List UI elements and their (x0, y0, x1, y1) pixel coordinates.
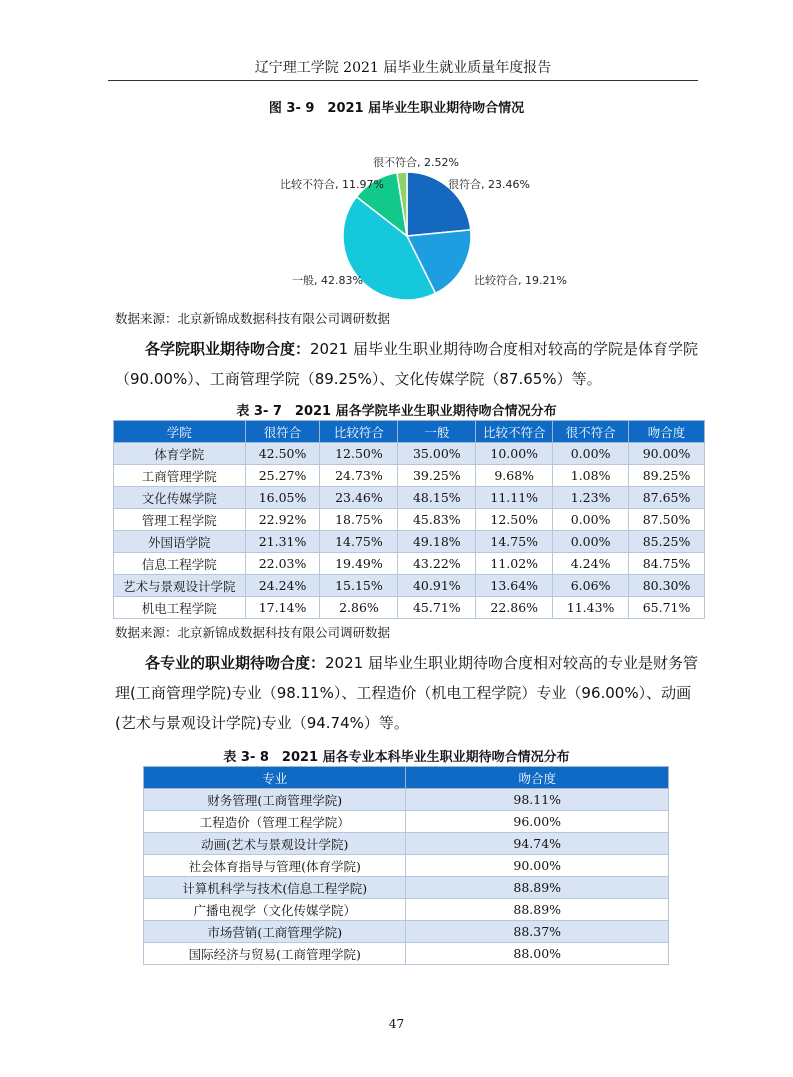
table-cell: 市场营销(工商管理学院) (144, 921, 406, 943)
table-cell: 85.25% (629, 531, 705, 553)
table1-header-cell: 比较符合 (320, 421, 398, 443)
table-cell: 10.00% (476, 443, 553, 465)
table1-caption: 表 3- 7 2021 届各学院毕业生职业期待吻合情况分布 (236, 404, 557, 419)
table-cell: 11.11% (476, 487, 553, 509)
pie-label-fairly-unmatched: 比较不符合, 11.97% (280, 178, 384, 191)
table-cell: 2.86% (320, 597, 398, 619)
table-row (144, 833, 669, 855)
table-cell: 18.75% (320, 509, 398, 531)
table-cell: 艺术与景观设计学院 (114, 575, 246, 597)
table-cell: 49.18% (398, 531, 476, 553)
table-cell: 65.71% (629, 597, 705, 619)
figure-source: 数据来源：北京新锦成数据科技有限公司调研数据 (115, 311, 391, 326)
table-cell: 15.15% (320, 575, 398, 597)
table-cell: 动画(艺术与景观设计学院) (144, 833, 406, 855)
table-cell: 机电工程学院 (114, 597, 246, 619)
figure-caption: 图 3- 9 2021 届毕业生职业期待吻合情况 (268, 101, 525, 116)
table-row (144, 855, 669, 877)
table-cell: 6.06% (553, 575, 629, 597)
pie-label-neutral: 一般, 42.83% (292, 274, 363, 287)
table-cell: 9.68% (476, 465, 553, 487)
college-table (113, 420, 705, 619)
table-row (114, 531, 705, 553)
table2-header-row (144, 767, 669, 789)
table-cell: 13.64% (476, 575, 553, 597)
table1-header-cell: 比较不符合 (476, 421, 553, 443)
table-cell: 45.71% (398, 597, 476, 619)
pie-label-very-matched: 很符合, 23.46% (448, 178, 530, 191)
table-cell: 管理工程学院 (114, 509, 246, 531)
table1-header-cell: 很不符合 (553, 421, 629, 443)
table-cell: 45.83% (398, 509, 476, 531)
table-cell: 12.50% (320, 443, 398, 465)
table-cell: 体育学院 (114, 443, 246, 465)
table-cell: 43.22% (398, 553, 476, 575)
pie-label-very-unmatched: 很不符合, 2.52% (373, 156, 459, 169)
table-cell: 90.00% (629, 443, 705, 465)
page-number: 47 (388, 1017, 405, 1031)
table-row (114, 553, 705, 575)
paragraph-college (115, 334, 705, 394)
table-cell: 96.00% (406, 811, 669, 833)
table1-source: 数据来源：北京新锦成数据科技有限公司调研数据 (115, 625, 391, 640)
table-cell: 87.50% (629, 509, 705, 531)
table-cell: 0.00% (553, 509, 629, 531)
table-cell: 39.25% (398, 465, 476, 487)
table-cell: 19.49% (320, 553, 398, 575)
table2-header-cell: 专业 (144, 767, 406, 789)
table1-header-cell: 学院 (114, 421, 246, 443)
table1-header-cell: 一般 (398, 421, 476, 443)
table1-header-cell: 吻合度 (629, 421, 705, 443)
table-cell: 14.75% (320, 531, 398, 553)
table-cell: 1.23% (553, 487, 629, 509)
table-cell: 财务管理(工商管理学院) (144, 789, 406, 811)
table-cell: 工商管理学院 (114, 465, 246, 487)
table-cell: 84.75% (629, 553, 705, 575)
table-cell: 24.73% (320, 465, 398, 487)
table-cell: 88.37% (406, 921, 669, 943)
table-cell: 48.15% (398, 487, 476, 509)
paragraph-major-text: 2021 届毕业生职业期待吻合度相对较高的专业是财务管理(工商管理学院)专业（98.11%）、工程造价（机电工程学院）专业（96.00%）、动画(艺术与景观设计学院)专业（94.74%）等。 (115, 654, 698, 732)
table-row (144, 877, 669, 899)
table-cell: 16.05% (245, 487, 320, 509)
table-row (114, 575, 705, 597)
table-cell: 98.11% (406, 789, 669, 811)
table-cell: 22.86% (476, 597, 553, 619)
table-cell: 4.24% (553, 553, 629, 575)
table2-header-cell: 吻合度 (406, 767, 669, 789)
paragraph-major (115, 648, 705, 738)
table-cell: 22.03% (245, 553, 320, 575)
table-row (144, 899, 669, 921)
table-row (114, 597, 705, 619)
table-row (114, 465, 705, 487)
table-cell: 88.00% (406, 943, 669, 965)
table-cell: 40.91% (398, 575, 476, 597)
table-cell: 80.30% (629, 575, 705, 597)
table-cell: 89.25% (629, 465, 705, 487)
pie-label-fairly-matched: 比较符合, 19.21% (474, 274, 567, 287)
table-row (144, 943, 669, 965)
table-cell: 90.00% (406, 855, 669, 877)
table-cell: 文化传媒学院 (114, 487, 246, 509)
table-row (144, 921, 669, 943)
paragraph-college-text: 2021 届毕业生职业期待吻合度相对较高的学院是体育学院（90.00%）、工商管理学院（89.25%）、文化传媒学院（87.65%）等。 (115, 340, 698, 388)
table-cell: 25.27% (245, 465, 320, 487)
table-cell: 42.50% (245, 443, 320, 465)
table-row (144, 789, 669, 811)
table-cell: 21.31% (245, 531, 320, 553)
table-cell: 0.00% (553, 443, 629, 465)
table1-header-cell: 很符合 (245, 421, 320, 443)
table-cell: 17.14% (245, 597, 320, 619)
table-cell: 11.43% (553, 597, 629, 619)
table-cell: 22.92% (245, 509, 320, 531)
table-cell: 工程造价（管理工程学院） (144, 811, 406, 833)
table-cell: 信息工程学院 (114, 553, 246, 575)
table-cell: 1.08% (553, 465, 629, 487)
table-cell: 35.00% (398, 443, 476, 465)
paragraph-major-heading: 各专业的职业期待吻合度： (145, 654, 326, 672)
table-cell: 广播电视学（文化传媒学院） (144, 899, 406, 921)
table-cell: 计算机科学与技术(信息工程学院) (144, 877, 406, 899)
table-row (114, 443, 705, 465)
header-rule (108, 80, 698, 81)
page-header: 辽宁理工学院 2021 届毕业生就业质量年度报告 (254, 60, 552, 76)
major-table (143, 766, 669, 965)
paragraph-college-heading: 各学院职业期待吻合度： (145, 340, 311, 358)
table-cell: 0.00% (553, 531, 629, 553)
table-cell: 国际经济与贸易(工商管理学院) (144, 943, 406, 965)
table-cell: 外国语学院 (114, 531, 246, 553)
table-row (114, 509, 705, 531)
table-row (114, 487, 705, 509)
table-cell: 88.89% (406, 877, 669, 899)
table-cell: 94.74% (406, 833, 669, 855)
table-cell: 88.89% (406, 899, 669, 921)
table-cell: 87.65% (629, 487, 705, 509)
table-cell: 11.02% (476, 553, 553, 575)
table-cell: 23.46% (320, 487, 398, 509)
table-cell: 24.24% (245, 575, 320, 597)
table1-header-row (114, 421, 705, 443)
table-cell: 社会体育指导与管理(体育学院) (144, 855, 406, 877)
pie-chart (260, 150, 580, 310)
table2-caption: 表 3- 8 2021 届各专业本科毕业生职业期待吻合情况分布 (223, 750, 570, 765)
table-row (144, 811, 669, 833)
table-cell: 14.75% (476, 531, 553, 553)
table-cell: 12.50% (476, 509, 553, 531)
